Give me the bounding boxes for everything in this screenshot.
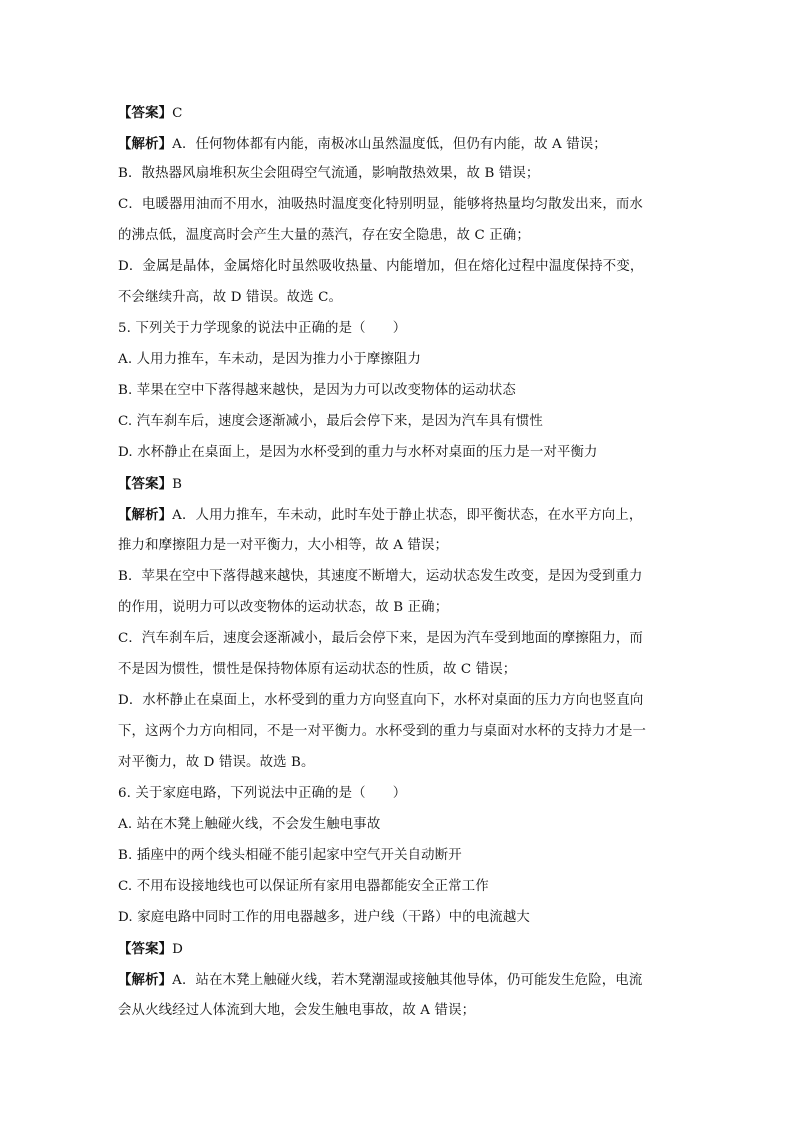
answer-tag: 【答案】: [118, 476, 173, 492]
text-line: [118, 691, 678, 711]
text-line: [118, 598, 678, 618]
option-b: [118, 846, 678, 866]
analysis-tag: 【解析】: [118, 507, 173, 523]
analysis-line: [118, 505, 678, 526]
text-line: [118, 567, 678, 587]
line-text: D．金属是晶体，金属熔化时虽然吸收热量、内能增加，但在熔化过程中温度保持不变，: [118, 259, 644, 274]
line-text: 对平衡力，故 D 错误。故选 B。: [118, 755, 315, 770]
analysis-tag: 【解析】: [118, 972, 173, 988]
option-a: [118, 350, 678, 370]
option-b: [118, 381, 678, 401]
line-text: C．电暖器用油而不用水，油吸热时温度变化特别明显，能够将热量均匀散发出来，而水: [118, 197, 643, 212]
line-text: 会从火线经过人体流到大地，会发生触电事故，故 A 错误；: [118, 1003, 476, 1018]
line-text: B: [172, 477, 183, 492]
line-text: C. 汽车刹车后，速度会逐渐减小，最后会停下来，是因为汽车具有惯性: [118, 414, 543, 429]
question-stem: [118, 784, 678, 804]
option-c: [118, 877, 678, 897]
line-text: A．人用力推车，车未动，此时车处于静止状态，即平衡状态，在水平方向上，: [172, 508, 643, 523]
text-line: [118, 536, 678, 556]
analysis-line: [118, 970, 678, 991]
line-text: C．汽车刹车后，速度会逐渐减小，最后会停下来，是因为汽车受到地面的摩擦阻力，而: [118, 631, 643, 646]
line-text: B. 苹果在空中下落得越来越快，是因为力可以改变物体的运动状态: [118, 383, 516, 398]
line-text: A. 站在木凳上触碰火线，不会发生触电事故: [118, 817, 381, 832]
line-text: 不是因为惯性，惯性是保持物体原有运动状态的性质，故 C 错误；: [118, 662, 517, 677]
answer-tag: 【答案】: [118, 105, 173, 121]
line-text: D. 家庭电路中同时工作的用电器越多，进户线（干路）中的电流越大: [118, 910, 530, 925]
line-text: D: [172, 942, 184, 957]
line-text: D. 水杯静止在桌面上，是因为水杯受到的重力与水杯对桌面的压力是一对平衡力: [118, 445, 598, 460]
line-text: A. 人用力推车，车未动，是因为推力小于摩擦阻力: [118, 352, 421, 367]
text-line: [118, 195, 678, 215]
text-line: [118, 288, 678, 308]
line-text: 5. 下列关于力学现象的说法中正确的是（ ）: [118, 321, 407, 336]
text-line: [118, 753, 678, 773]
option-d: [118, 443, 678, 463]
line-text: 6. 关于家庭电路，下列说法中正确的是（ ）: [118, 786, 407, 801]
option-a: [118, 815, 678, 835]
line-text: 的作用，说明力可以改变物体的运动状态，故 B 正确；: [118, 600, 449, 615]
line-text: 的沸点低，温度高时会产生大量的蒸汽，存在安全隐患，故 C 正确；: [118, 228, 530, 243]
analysis-tag: 【解析】: [118, 136, 173, 152]
line-text: D．水杯静止在桌面上，水杯受到的重力方向竖直向下，水杯对桌面的压力方向也竖直向: [118, 693, 644, 708]
answer-line: [118, 474, 678, 495]
question-stem: [118, 319, 678, 339]
line-text: B．散热器风扇堆积灰尘会阻碍空气流通，影响散热效果，故 B 错误；: [118, 166, 540, 181]
line-text: A．站在木凳上触碰火线，若木凳潮湿或接触其他导体，仍可能发生危险，电流: [172, 973, 643, 988]
text-line: [118, 660, 678, 680]
text-line: [118, 722, 678, 742]
line-text: C. 不用布设接地线也可以保证所有家用电器都能安全正常工作: [118, 879, 489, 894]
line-text: 推力和摩擦阻力是一对平衡力，大小相等，故 A 错误；: [118, 538, 449, 553]
text-line: [118, 629, 678, 649]
text-line: [118, 1001, 678, 1021]
analysis-line: [118, 134, 678, 155]
line-text: C: [172, 106, 183, 121]
option-c: [118, 412, 678, 432]
answer-line: [118, 939, 678, 960]
line-text: B．苹果在空中下落得越来越快，其速度不断增大，运动状态发生改变，是因为受到重力: [118, 569, 643, 584]
line-text: B. 插座中的两个线头相碰不能引起家中空气开关自动断开: [118, 848, 462, 863]
text-line: [118, 257, 678, 277]
line-text: 下，这两个力方向相同，不是一对平衡力。水杯受到的重力与桌面对水杯的支持力才是一: [118, 724, 647, 739]
answer-line: [118, 103, 678, 124]
line-text: 不会继续升高，故 D 错误。故选 C。: [118, 290, 343, 305]
text-line: [118, 226, 678, 246]
option-d: [118, 908, 678, 928]
answer-tag: 【答案】: [118, 941, 173, 957]
text-line: [118, 164, 678, 184]
line-text: A．任何物体都有内能，南极冰山虽然温度低，但仍有内能，故 A 错误；: [172, 137, 607, 152]
